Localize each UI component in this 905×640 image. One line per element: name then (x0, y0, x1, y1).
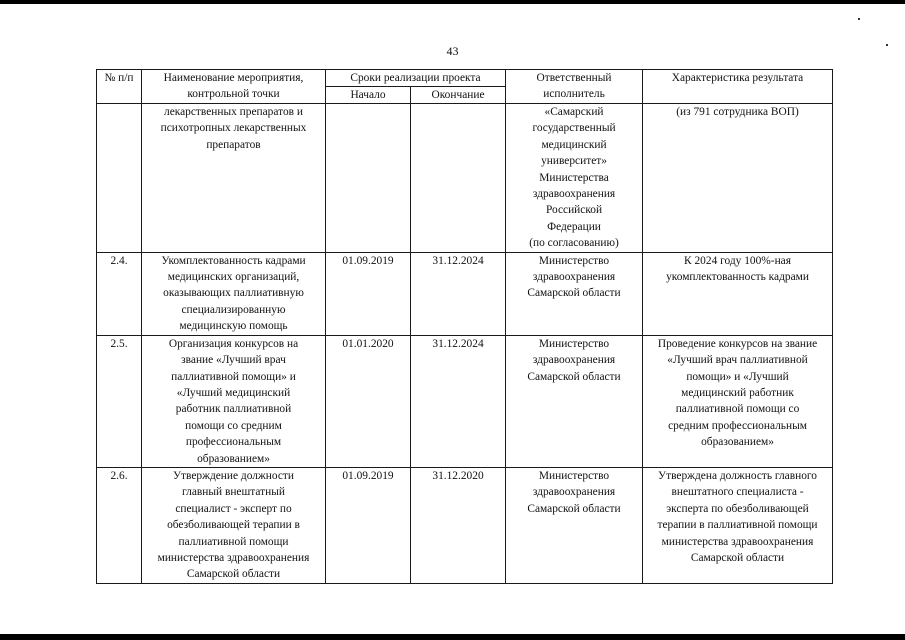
header-name: Наименование мероприятия, контрольной точки (142, 70, 326, 104)
cell-result: Проведение конкурсов на звание «Лучший врач паллиативной помощи» и «Лучший медицинский работник паллиативной помощи со средним профессиональным образованием» (643, 335, 833, 467)
cell-name: лекарственных препаратов и психотропных лекарственных препаратов (142, 104, 326, 253)
cell-end: 31.12.2024 (411, 335, 506, 467)
cell-responsible: Министерство здравоохранения Самарской области (506, 252, 643, 335)
cell-num: 2.4. (97, 252, 142, 335)
scan-border-bottom (0, 634, 905, 640)
cell-responsible: Министерство здравоохранения Самарской области (506, 335, 643, 467)
header-terms: Сроки реализации проекта (326, 70, 506, 87)
table-row (97, 467, 833, 583)
header-result: Характеристика результата (643, 70, 833, 104)
cell-num: 2.6. (97, 467, 142, 583)
cell-name: Утверждение должности главный внештатный специалист - эксперт по обезболивающей терапии в паллиативной помощи министерства здравоохранения Самарской области (142, 467, 326, 583)
cell-end: 31.12.2024 (411, 252, 506, 335)
table-header-row (97, 70, 833, 87)
cell-result: К 2024 году 100%-ная укомплектованность кадрами (643, 252, 833, 335)
cell-start: 01.01.2020 (326, 335, 411, 467)
cell-num (97, 104, 142, 253)
cell-name: Укомплектованность кадрами медицинских организаций, оказывающих паллиативную специализированную медицинскую помощь (142, 252, 326, 335)
activities-table (96, 69, 833, 584)
table-row (97, 252, 833, 335)
table-row (97, 335, 833, 467)
table-row (97, 104, 833, 253)
cell-end: 31.12.2020 (411, 467, 506, 583)
page-number: 43 (446, 44, 459, 58)
header-start: Начало (326, 87, 411, 104)
header-end: Окончание (411, 87, 506, 104)
cell-responsible: Министерство здравоохранения Самарской области (506, 467, 643, 583)
cell-start: 01.09.2019 (326, 252, 411, 335)
header-num: № п/п (97, 70, 142, 104)
scan-speck (858, 18, 860, 20)
cell-end (411, 104, 506, 253)
cell-result: Утверждена должность главного внештатного специалиста - эксперта по обезболивающей терапии в паллиативной помощи министерства здравоохранения Самарской области (643, 467, 833, 583)
cell-start (326, 104, 411, 253)
header-responsible: Ответственный исполнитель (506, 70, 643, 104)
cell-start: 01.09.2019 (326, 467, 411, 583)
cell-responsible: «Самарский государственный медицинский университет» Министерства здравоохранения Российской Федерации (по согласованию) (506, 104, 643, 253)
cell-num: 2.5. (97, 335, 142, 467)
cell-name: Организация конкурсов на звание «Лучший врач паллиативной помощи» и «Лучший медицинский работник паллиативной помощи со средним профессиональным образованием» (142, 335, 326, 467)
scan-border-top (0, 0, 905, 4)
cell-result: (из 791 сотрудника ВОП) (643, 104, 833, 253)
